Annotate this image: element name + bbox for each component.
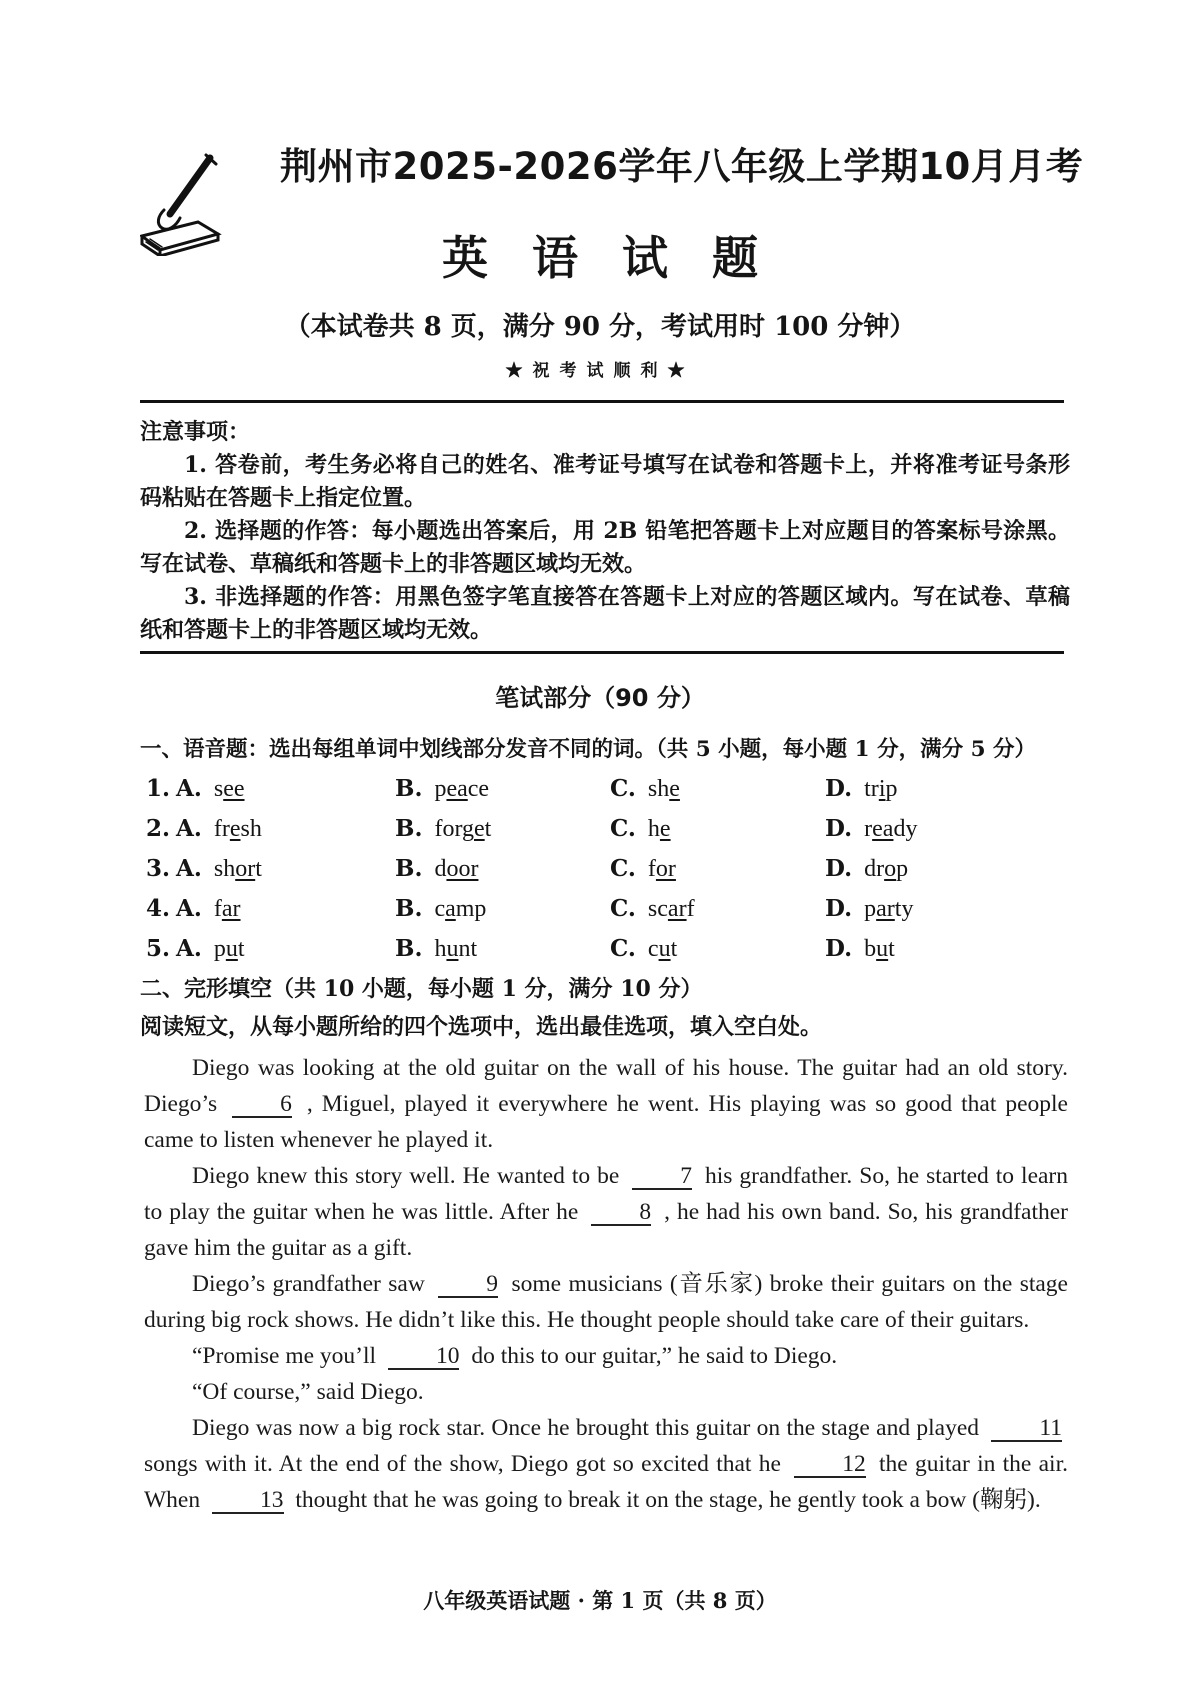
page-footer: 八年级英语试题 · 第 1 页（共 8 页） xyxy=(423,1588,777,1613)
notice-heading: 注意事项： xyxy=(140,419,251,445)
answer-option xyxy=(176,775,245,803)
option-word: hunt xyxy=(434,936,478,962)
part1-heading: 一、语音题：选出每组单词中划线部分发音不同的词。（共 5 小题，每小题 1 分，满分 5 分） xyxy=(140,737,1037,762)
cloze-blank: 8 xyxy=(591,1200,651,1226)
option-letter: C. xyxy=(610,895,636,922)
phonetics-question xyxy=(140,815,1070,849)
question-number: 1. xyxy=(146,775,171,802)
passage-paragraph: Diego was now a big rock star. Once he brought this guitar on the stage and played 11 songs with it. At the end of the show, Diego got so excited that he 12 the guitar in the air. When 13 thought that he was going to break it on the stage, he gently took a bow (鞠躬). xyxy=(144,1415,1068,1513)
answer-option xyxy=(395,855,478,883)
option-word: ready xyxy=(864,816,918,842)
notice-item-3: 3. 非选择题的作答：用黑色签字笔直接答在答题卡上对应的答题区域内。写在试卷、草稿纸和答题卡上的非答题区域均无效。 xyxy=(140,584,1070,643)
option-word: scarf xyxy=(647,896,695,922)
option-word: cut xyxy=(647,936,678,962)
option-letter: C. xyxy=(610,855,636,882)
cloze-passage xyxy=(144,1050,1068,1518)
option-word: forget xyxy=(434,816,492,842)
cloze-blank: 6 xyxy=(232,1092,292,1118)
option-word: camp xyxy=(434,896,487,922)
passage-paragraph: “Of course,” said Diego. xyxy=(192,1379,424,1405)
underlined-part: u xyxy=(876,936,889,962)
question-number: 3. xyxy=(146,855,171,882)
option-word: drop xyxy=(864,856,909,882)
option-word: see xyxy=(213,776,245,802)
option-letter: B. xyxy=(395,935,423,962)
exam-info: （本试卷共 8 页，满分 90 分，考试用时 100 分钟） xyxy=(284,312,916,342)
divider-bottom xyxy=(140,651,1064,654)
option-letter: B. xyxy=(395,815,423,842)
option-letter: C. xyxy=(610,815,636,842)
option-word: put xyxy=(213,936,245,962)
option-word: door xyxy=(434,856,479,882)
question-number: 4. xyxy=(146,895,171,922)
cloze-blank: 12 xyxy=(794,1452,866,1478)
option-letter: B. xyxy=(395,895,423,922)
answer-option xyxy=(825,935,895,963)
option-letter: A. xyxy=(176,855,202,882)
option-word: for xyxy=(647,856,676,882)
underlined-part: e xyxy=(229,816,241,842)
passage-paragraph: “Promise me you’ll 10 do this to our guitar,” he said to Diego. xyxy=(192,1343,838,1369)
passage-paragraph: Diego knew this story well. He wanted to be 7 his grandfather. So, he started to learn to play the guitar when he was little. After he 8 , he had his own band. So, his grandfather gave him the guitar as a gift. xyxy=(144,1163,1069,1261)
underlined-part: or xyxy=(235,856,256,882)
option-letter: A. xyxy=(176,895,202,922)
answer-option xyxy=(395,815,491,843)
option-letter: B. xyxy=(395,775,423,802)
underlined-part: oor xyxy=(446,856,479,882)
option-letter: D. xyxy=(825,815,853,842)
option-letter: A. xyxy=(176,815,202,842)
cloze-blank: 13 xyxy=(212,1488,284,1514)
divider-top xyxy=(140,400,1064,403)
underlined-part: o xyxy=(884,856,897,882)
option-word: fresh xyxy=(213,816,262,842)
option-word: peace xyxy=(434,776,490,802)
option-letter: C. xyxy=(610,935,636,962)
question-number: 5. xyxy=(146,935,171,962)
answer-option xyxy=(610,935,677,963)
underlined-part: e xyxy=(474,816,485,842)
option-word: he xyxy=(647,816,671,842)
answer-option xyxy=(610,895,695,923)
option-letter: C. xyxy=(610,775,636,802)
answer-option xyxy=(610,855,676,883)
underlined-part: ee xyxy=(223,776,245,802)
option-letter: D. xyxy=(825,935,853,962)
cloze-blank: 9 xyxy=(438,1272,498,1298)
underlined-part: ar xyxy=(667,896,687,922)
answer-option xyxy=(395,895,486,923)
answer-option xyxy=(395,935,477,963)
passage-paragraph: Diego was looking at the old guitar on the wall of his house. The guitar had an old story. Diego’s 6 , Miguel, played it everywhere he went. His playing was so good that people came to listen whenever he played it. xyxy=(144,1055,1068,1153)
underlined-part: i xyxy=(878,776,886,802)
underlined-part: u xyxy=(225,936,238,962)
answer-option xyxy=(395,775,489,803)
underlined-part: ea xyxy=(446,776,468,802)
section-title: 笔试部分（90 分） xyxy=(495,684,705,712)
option-letter: D. xyxy=(825,855,853,882)
good-luck-banner: ★祝考试顺利★ xyxy=(505,361,695,381)
passage-paragraph: Diego’s grandfather saw 9 some musicians (音乐家) broke their guitars on the stage during big rock shows. He didn’t like this. He thought people should take care of their guitars. xyxy=(144,1271,1068,1333)
answer-option xyxy=(825,815,917,843)
phonetics-question xyxy=(140,935,1070,969)
question-number: 2. xyxy=(146,815,171,842)
answer-option xyxy=(825,775,897,803)
option-letter: D. xyxy=(825,775,853,802)
underlined-part: ea xyxy=(872,816,894,842)
option-word: but xyxy=(864,936,895,962)
option-letter: A. xyxy=(176,775,202,802)
underlined-part: e xyxy=(659,816,671,842)
notice-item-1: 1. 答卷前，考生务必将自己的姓名、准考证号填写在试卷和答题卡上，并将准考证号条形码粘贴在答题卡上指定位置。 xyxy=(140,452,1070,511)
answer-option xyxy=(610,815,671,843)
exam-subject-title: 英语试题 xyxy=(442,231,802,285)
notice-block xyxy=(140,416,1070,647)
option-word: party xyxy=(864,896,914,922)
answer-option xyxy=(176,855,262,883)
phonetics-question xyxy=(140,775,1070,809)
underlined-part: u xyxy=(658,936,671,962)
answer-option xyxy=(825,855,908,883)
answer-option xyxy=(610,775,680,803)
phonetics-question xyxy=(140,895,1070,929)
option-word: she xyxy=(647,776,680,802)
underlined-part: ar xyxy=(876,896,895,922)
option-word: trip xyxy=(864,776,898,802)
underlined-part: u xyxy=(446,936,459,962)
answer-option xyxy=(176,895,241,923)
option-letter: A. xyxy=(176,935,202,962)
underlined-part: or xyxy=(655,856,676,882)
underlined-part: e xyxy=(669,776,680,802)
notice-item-2: 2. 选择题的作答：每小题选出答案后，用 2B 铅笔把答题卡上对应题目的答案标号涂黑。写在试卷、草稿纸和答题卡上的非答题区域均无效。 xyxy=(140,518,1070,577)
answer-option xyxy=(825,895,913,923)
option-letter: D. xyxy=(825,895,853,922)
option-word: short xyxy=(213,856,262,882)
part2-heading: 二、完形填空（共 10 小题，每小题 1 分，满分 10 分） xyxy=(140,976,703,1002)
option-letter: B. xyxy=(395,855,423,882)
exam-title: 荆州市2025-2026学年八年级上学期10月月考 xyxy=(280,145,1084,188)
underlined-part: ar xyxy=(221,896,241,922)
answer-option xyxy=(176,935,245,963)
option-word: far xyxy=(213,896,241,922)
cloze-blank: 10 xyxy=(388,1344,460,1370)
answer-option xyxy=(176,815,262,843)
underlined-part: a xyxy=(445,896,456,922)
cloze-blank: 11 xyxy=(991,1416,1062,1442)
part2-instruction: 阅读短文，从每小题所给的四个选项中，选出最佳选项，填入空白处。 xyxy=(140,1014,823,1040)
cloze-blank: 7 xyxy=(632,1164,692,1190)
phonetics-question xyxy=(140,855,1070,889)
